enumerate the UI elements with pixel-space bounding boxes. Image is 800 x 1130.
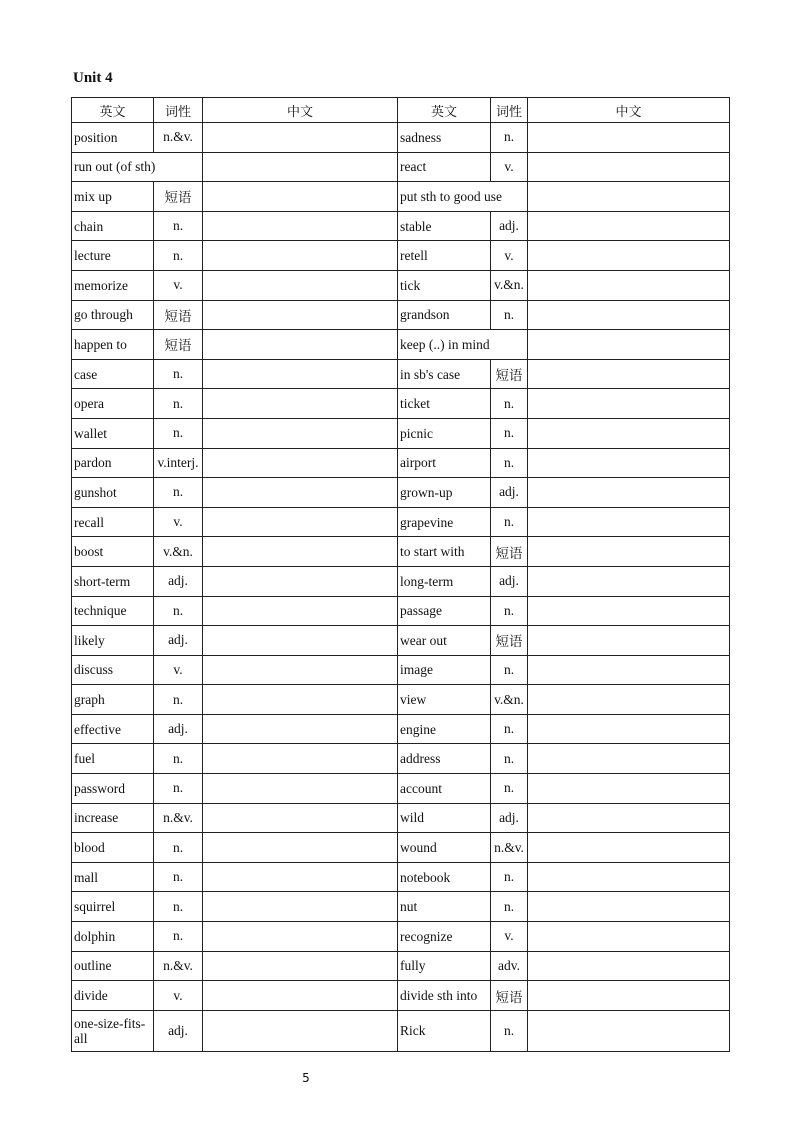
chinese-answer-cell[interactable] — [528, 862, 730, 892]
word-cell: wear out — [398, 626, 491, 656]
part-of-speech-cell: n. — [491, 596, 528, 626]
part-of-speech-cell: n. — [491, 744, 528, 774]
table-row — [72, 241, 730, 271]
part-of-speech-cell: 短语 — [154, 182, 203, 212]
chinese-answer-cell[interactable] — [528, 981, 730, 1011]
word-cell: dolphin — [72, 922, 154, 952]
word-cell: grown-up — [398, 478, 491, 508]
part-of-speech-cell: adj. — [491, 566, 528, 596]
chinese-answer-cell[interactable] — [203, 774, 398, 804]
part-of-speech-cell: n.&v. — [491, 833, 528, 863]
part-of-speech-cell: v.interj. — [154, 448, 203, 478]
part-of-speech-cell: v. — [491, 922, 528, 952]
chinese-answer-cell[interactable] — [203, 241, 398, 271]
part-of-speech-cell: v.&n. — [491, 685, 528, 715]
word-cell: passage — [398, 596, 491, 626]
header-chinese: 中文 — [203, 98, 398, 123]
chinese-answer-cell[interactable] — [528, 330, 730, 360]
word-cell: react — [398, 152, 491, 182]
part-of-speech-cell: v. — [491, 152, 528, 182]
part-of-speech-cell: v. — [491, 241, 528, 271]
word-cell: one-size-fits-all — [72, 1010, 154, 1051]
table-row — [72, 566, 730, 596]
part-of-speech-cell: 短语 — [491, 359, 528, 389]
table-row — [72, 478, 730, 508]
word-cell: put sth to good use — [398, 182, 528, 212]
part-of-speech-cell: n. — [491, 418, 528, 448]
chinese-answer-cell[interactable] — [528, 803, 730, 833]
chinese-answer-cell[interactable] — [203, 862, 398, 892]
chinese-answer-cell[interactable] — [203, 507, 398, 537]
part-of-speech-cell: n. — [154, 744, 203, 774]
chinese-answer-cell[interactable] — [203, 596, 398, 626]
chinese-answer-cell[interactable] — [528, 182, 730, 212]
word-cell: outline — [72, 951, 154, 981]
header-row — [72, 98, 730, 123]
word-cell: recall — [72, 507, 154, 537]
word-cell: tick — [398, 270, 491, 300]
chinese-answer-cell[interactable] — [203, 951, 398, 981]
vocabulary-table — [71, 97, 730, 1052]
part-of-speech-cell: 短语 — [154, 330, 203, 360]
word-cell: boost — [72, 537, 154, 567]
header-pos: 词性 — [491, 98, 528, 123]
part-of-speech-cell: n. — [154, 389, 203, 419]
part-of-speech-cell: adj. — [491, 478, 528, 508]
word-cell: divide sth into — [398, 981, 491, 1011]
table-row — [72, 833, 730, 863]
part-of-speech-cell: adj. — [491, 211, 528, 241]
table-row — [72, 211, 730, 241]
table-row — [72, 359, 730, 389]
chinese-answer-cell[interactable] — [528, 655, 730, 685]
part-of-speech-cell: v. — [154, 981, 203, 1011]
chinese-answer-cell[interactable] — [528, 270, 730, 300]
chinese-answer-cell[interactable] — [528, 123, 730, 153]
table-row — [72, 655, 730, 685]
part-of-speech-cell: n. — [154, 241, 203, 271]
word-cell: go through — [72, 300, 154, 330]
word-cell: view — [398, 685, 491, 715]
part-of-speech-cell: n. — [154, 596, 203, 626]
word-cell: gunshot — [72, 478, 154, 508]
chinese-answer-cell[interactable] — [203, 892, 398, 922]
word-cell: engine — [398, 714, 491, 744]
word-cell: position — [72, 123, 154, 153]
part-of-speech-cell: n. — [491, 448, 528, 478]
chinese-answer-cell[interactable] — [203, 330, 398, 360]
chinese-answer-cell[interactable] — [528, 951, 730, 981]
part-of-speech-cell: adv. — [491, 951, 528, 981]
word-cell: case — [72, 359, 154, 389]
part-of-speech-cell: adj. — [154, 566, 203, 596]
part-of-speech-cell: n. — [154, 685, 203, 715]
word-cell: grapevine — [398, 507, 491, 537]
chinese-answer-cell[interactable] — [203, 1010, 398, 1051]
word-cell: mix up — [72, 182, 154, 212]
word-cell: memorize — [72, 270, 154, 300]
chinese-answer-cell[interactable] — [203, 803, 398, 833]
table-row — [72, 537, 730, 567]
word-cell: fully — [398, 951, 491, 981]
part-of-speech-cell: adj. — [154, 1010, 203, 1051]
part-of-speech-cell: n. — [154, 418, 203, 448]
chinese-answer-cell[interactable] — [528, 1010, 730, 1051]
part-of-speech-cell: n. — [491, 123, 528, 153]
table-row — [72, 300, 730, 330]
part-of-speech-cell: v.&n. — [491, 270, 528, 300]
word-cell: nut — [398, 892, 491, 922]
table-row — [72, 448, 730, 478]
word-cell: retell — [398, 241, 491, 271]
table-row — [72, 714, 730, 744]
chinese-answer-cell[interactable] — [528, 774, 730, 804]
word-cell: graph — [72, 685, 154, 715]
part-of-speech-cell: n. — [491, 300, 528, 330]
chinese-answer-cell[interactable] — [528, 922, 730, 952]
chinese-answer-cell[interactable] — [528, 418, 730, 448]
word-cell: fuel — [72, 744, 154, 774]
part-of-speech-cell: n. — [491, 862, 528, 892]
table-row — [72, 270, 730, 300]
word-cell: wallet — [72, 418, 154, 448]
word-cell: chain — [72, 211, 154, 241]
chinese-answer-cell[interactable] — [203, 448, 398, 478]
word-cell: image — [398, 655, 491, 685]
word-cell: airport — [398, 448, 491, 478]
chinese-answer-cell[interactable] — [203, 182, 398, 212]
table-row — [72, 330, 730, 360]
word-cell: address — [398, 744, 491, 774]
chinese-answer-cell[interactable] — [203, 714, 398, 744]
word-cell: Rick — [398, 1010, 491, 1051]
word-cell: increase — [72, 803, 154, 833]
word-cell: happen to — [72, 330, 154, 360]
table-row — [72, 182, 730, 212]
part-of-speech-cell: adj. — [154, 626, 203, 656]
chinese-answer-cell[interactable] — [528, 744, 730, 774]
chinese-answer-cell[interactable] — [528, 566, 730, 596]
chinese-answer-cell[interactable] — [203, 478, 398, 508]
chinese-answer-cell[interactable] — [528, 714, 730, 744]
part-of-speech-cell: n. — [491, 389, 528, 419]
part-of-speech-cell: v. — [154, 270, 203, 300]
word-cell: wild — [398, 803, 491, 833]
header-chinese: 中文 — [528, 98, 730, 123]
word-cell: account — [398, 774, 491, 804]
chinese-answer-cell[interactable] — [203, 152, 398, 182]
part-of-speech-cell: n. — [154, 833, 203, 863]
chinese-answer-cell[interactable] — [203, 922, 398, 952]
word-cell: lecture — [72, 241, 154, 271]
chinese-answer-cell[interactable] — [528, 833, 730, 863]
chinese-answer-cell[interactable] — [528, 596, 730, 626]
chinese-answer-cell[interactable] — [528, 478, 730, 508]
part-of-speech-cell: v.&n. — [154, 537, 203, 567]
part-of-speech-cell: n. — [154, 862, 203, 892]
word-cell: ticket — [398, 389, 491, 419]
chinese-answer-cell[interactable] — [528, 152, 730, 182]
unit-title: Unit 4 — [73, 70, 113, 86]
table-row — [72, 744, 730, 774]
chinese-answer-cell[interactable] — [203, 981, 398, 1011]
part-of-speech-cell: n. — [491, 655, 528, 685]
word-cell: squirrel — [72, 892, 154, 922]
word-cell: recognize — [398, 922, 491, 952]
chinese-answer-cell[interactable] — [528, 537, 730, 567]
word-cell: in sb's case — [398, 359, 491, 389]
part-of-speech-cell: 短语 — [154, 300, 203, 330]
chinese-answer-cell[interactable] — [203, 566, 398, 596]
part-of-speech-cell: v. — [154, 655, 203, 685]
part-of-speech-cell: n. — [154, 922, 203, 952]
word-cell: notebook — [398, 862, 491, 892]
chinese-answer-cell[interactable] — [203, 211, 398, 241]
part-of-speech-cell: n. — [154, 478, 203, 508]
table-row — [72, 123, 730, 153]
word-cell: grandson — [398, 300, 491, 330]
header-pos: 词性 — [154, 98, 203, 123]
part-of-speech-cell: 短语 — [491, 626, 528, 656]
word-cell: to start with — [398, 537, 491, 567]
chinese-answer-cell[interactable] — [203, 537, 398, 567]
word-cell: opera — [72, 389, 154, 419]
part-of-speech-cell: n. — [154, 359, 203, 389]
table-row — [72, 774, 730, 804]
table-row — [72, 389, 730, 419]
word-cell: long-term — [398, 566, 491, 596]
chinese-answer-cell[interactable] — [528, 300, 730, 330]
chinese-answer-cell[interactable] — [203, 300, 398, 330]
chinese-answer-cell[interactable] — [203, 655, 398, 685]
table-row — [72, 1010, 730, 1051]
part-of-speech-cell: 短语 — [491, 981, 528, 1011]
table-row — [72, 922, 730, 952]
word-cell: discuss — [72, 655, 154, 685]
header-english: 英文 — [398, 98, 491, 123]
table-row — [72, 596, 730, 626]
word-cell: effective — [72, 714, 154, 744]
chinese-answer-cell[interactable] — [203, 418, 398, 448]
part-of-speech-cell: n.&v. — [154, 803, 203, 833]
chinese-answer-cell[interactable] — [203, 744, 398, 774]
part-of-speech-cell: n. — [154, 774, 203, 804]
part-of-speech-cell: n.&v. — [154, 123, 203, 153]
part-of-speech-cell: n. — [491, 892, 528, 922]
table-row — [72, 418, 730, 448]
part-of-speech-cell: n.&v. — [154, 951, 203, 981]
chinese-answer-cell[interactable] — [528, 685, 730, 715]
chinese-answer-cell[interactable] — [203, 270, 398, 300]
chinese-answer-cell[interactable] — [528, 626, 730, 656]
word-cell: keep (..) in mind — [398, 330, 528, 360]
word-cell: run out (of sth) — [72, 152, 203, 182]
table-row — [72, 685, 730, 715]
table-row — [72, 951, 730, 981]
part-of-speech-cell: n. — [491, 774, 528, 804]
chinese-answer-cell[interactable] — [528, 892, 730, 922]
part-of-speech-cell: v. — [154, 507, 203, 537]
chinese-answer-cell[interactable] — [203, 389, 398, 419]
word-cell: picnic — [398, 418, 491, 448]
word-cell: wound — [398, 833, 491, 863]
part-of-speech-cell: adj. — [154, 714, 203, 744]
word-cell: short-term — [72, 566, 154, 596]
table-row — [72, 803, 730, 833]
part-of-speech-cell: adj. — [491, 803, 528, 833]
table-row — [72, 152, 730, 182]
word-cell: likely — [72, 626, 154, 656]
part-of-speech-cell: n. — [491, 1010, 528, 1051]
vocabulary-body — [72, 123, 730, 1052]
table-row — [72, 981, 730, 1011]
part-of-speech-cell: n. — [154, 211, 203, 241]
chinese-answer-cell[interactable] — [528, 448, 730, 478]
word-cell: divide — [72, 981, 154, 1011]
chinese-answer-cell[interactable] — [203, 685, 398, 715]
word-cell: mall — [72, 862, 154, 892]
table-row — [72, 892, 730, 922]
chinese-answer-cell[interactable] — [528, 507, 730, 537]
chinese-answer-cell[interactable] — [528, 389, 730, 419]
chinese-answer-cell[interactable] — [528, 211, 730, 241]
part-of-speech-cell: 短语 — [491, 537, 528, 567]
word-cell: technique — [72, 596, 154, 626]
table-row — [72, 507, 730, 537]
word-cell: blood — [72, 833, 154, 863]
word-cell: pardon — [72, 448, 154, 478]
page-number: 5 — [302, 1071, 310, 1085]
chinese-answer-cell[interactable] — [203, 626, 398, 656]
chinese-answer-cell[interactable] — [203, 833, 398, 863]
chinese-answer-cell[interactable] — [203, 123, 398, 153]
chinese-answer-cell[interactable] — [203, 359, 398, 389]
part-of-speech-cell: n. — [491, 507, 528, 537]
header-english: 英文 — [72, 98, 154, 123]
part-of-speech-cell: n. — [154, 892, 203, 922]
part-of-speech-cell: n. — [491, 714, 528, 744]
word-cell: password — [72, 774, 154, 804]
table-row — [72, 862, 730, 892]
chinese-answer-cell[interactable] — [528, 359, 730, 389]
chinese-answer-cell[interactable] — [528, 241, 730, 271]
table-row — [72, 626, 730, 656]
word-cell: stable — [398, 211, 491, 241]
word-cell: sadness — [398, 123, 491, 153]
